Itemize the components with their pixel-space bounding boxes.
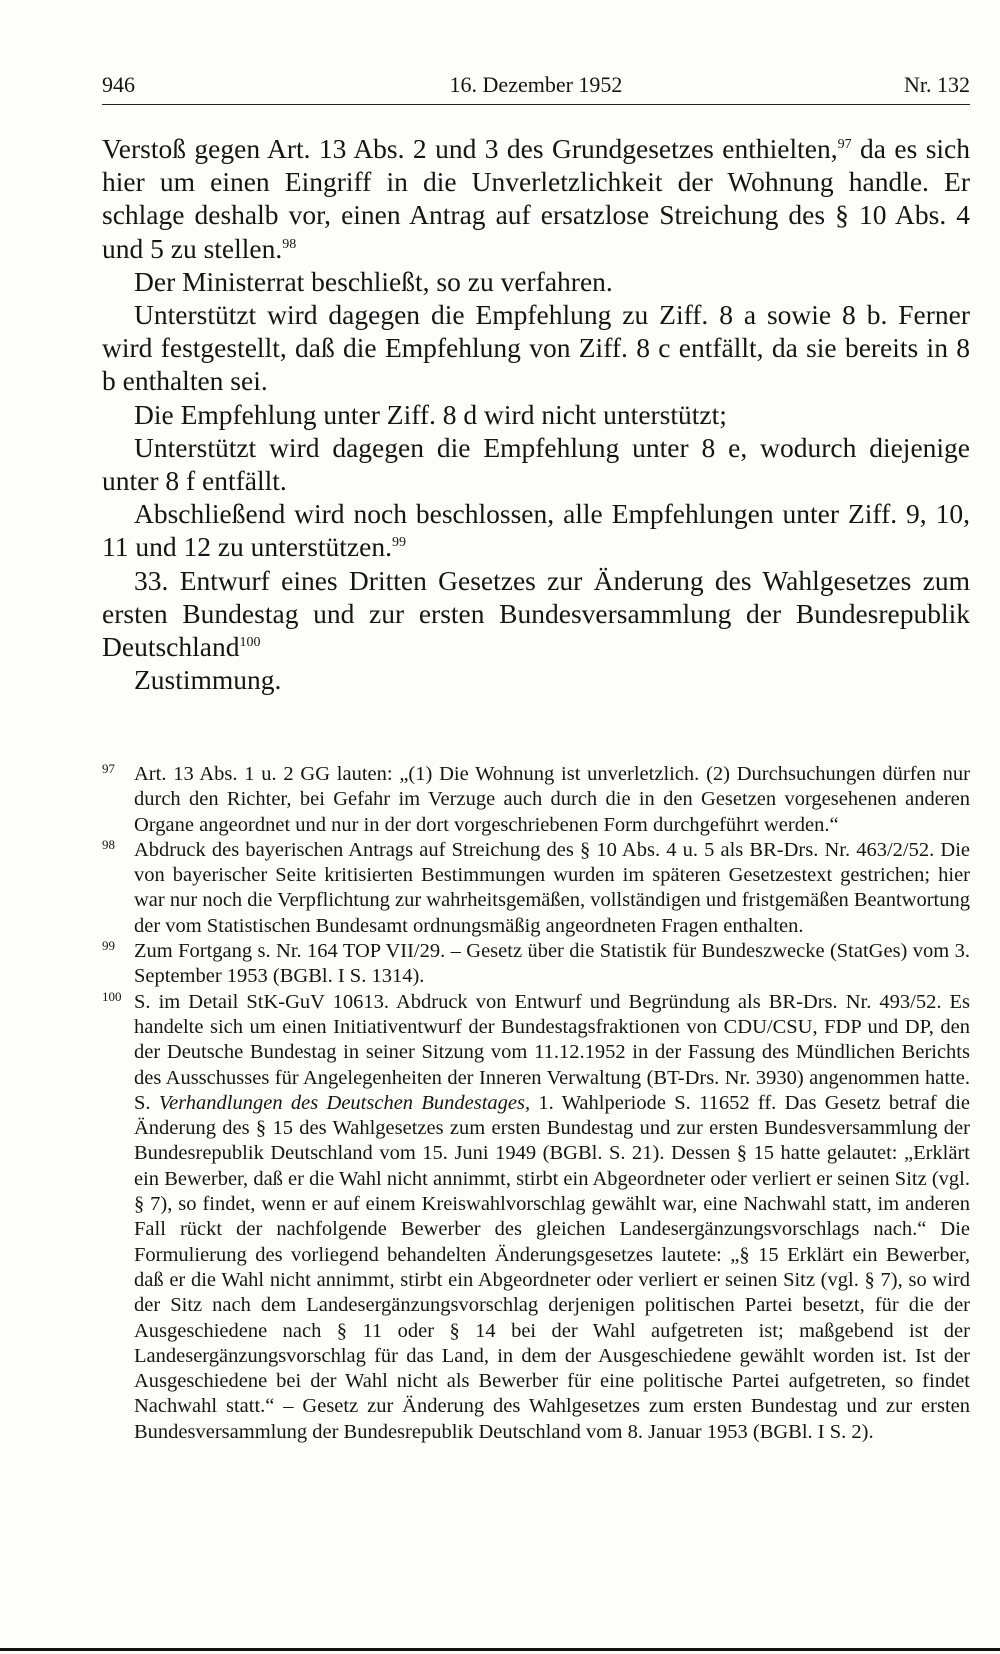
paragraph-2: Der Ministerrat beschließt, so zu verfahren.: [134, 265, 613, 297]
page-bottom-edge: [0, 1648, 1000, 1651]
paragraph-decision: Zustimmung.: [134, 664, 282, 696]
footnote-ref-100[interactable]: 100: [239, 634, 261, 650]
header-rule: [102, 104, 970, 105]
agenda-item-33: 33. Entwurf eines Dritten Gesetzes zur Änderung des Wahlgesetzes zum ersten Bundestag und zur ersten Bundesversammlung der Bundesrepublik Deutschland$^{100}$: [102, 564, 970, 663]
footnote-ref-99[interactable]: 99: [391, 535, 406, 551]
header-date: 16. Dezember 1952: [449, 72, 623, 97]
footnote-number: 98: [102, 836, 115, 852]
italic-title: Verhandlungen des Deutschen Bundestages,: [158, 1091, 531, 1114]
footnote-99: 99 Zum Fortgang s. Nr. 164 TOP VII/29. – Gesetz über die Statistik für Bundeszwecke (StatGes) vom 3. September 1953 (BGBl. I S. 1314).: [102, 938, 970, 988]
page-number: 946: [102, 72, 135, 97]
footnote-ref-98[interactable]: 98: [282, 236, 297, 252]
footnote-98: 98 Abdruck des bayerischen Antrags auf Streichung des § 10 Abs. 4 u. 5 als BR-Drs. Nr. 463/2/52. Die von bayerischer Seite kritisierten Bestimmungen wurden im späteren Gesetzestext gestrichen; hier war nur noch die Verpflichtung zur wahrheitsgemäßen, vollständigen und fristgemäßen Beantwortung der vom Statistischen Bundesamt ordnungsmäßig angeordneten Fragen enthalten.: [102, 836, 970, 937]
paragraph-4: Die Empfehlung unter Ziff. 8 d wird nicht unterstützt;: [134, 398, 727, 430]
paragraph-6: Abschließend wird noch beschlossen, alle Empfehlungen unter Ziff. 9, 10, 11 und 12 zu unterstützen.$^{99}$: [102, 498, 970, 563]
running-header: [102, 70, 970, 104]
paragraph-3: Unterstützt wird dagegen die Empfehlung zu Ziff. 8 a sowie 8 b. Ferner wird festgestellt, daß die Empfehlung von Ziff. 8 c entfällt, da sie bereits in 8 b enthalten sei.: [102, 299, 970, 397]
main-text: [102, 132, 970, 696]
paragraph-5: Unterstützt wird dagegen die Empfehlung unter 8 e, wodurch diejenige unter 8 f entfällt.: [102, 431, 970, 497]
footnote-97: 97 Art. 13 Abs. 1 u. 2 GG lauten: „(1) Die Wohnung ist unverletzlich. (2) Durchsuchungen dürfen nur durch den Richter, bei Gefahr im Verzuge auch durch die in den Gesetzen vorgesehenen anderen Organe angeordnet und nur in der dort vorgeschriebenen Form durchgeführt werden.“: [102, 761, 970, 836]
issue-number: Nr. 132: [904, 72, 970, 97]
footnotes: [102, 762, 970, 1445]
footnote-number: 100: [102, 988, 122, 1004]
footnote-100: 100 S. im Detail StK-GuV 10613. Abdruck von Entwurf und Begründung als BR-Drs. Nr. 493/52. Es handelte sich um einen Initiativentwurf der Bundestagsfraktionen von CDU/CSU, FDP und DP, den der Deutsche Bundestag in seiner Sitzung vom 11.12.1952 in der Fassung des Mündlichen Berichts des Ausschusses für Angelegenheiten der Inneren Verwaltung (BT-Drs. Nr. 3930) angenommen hatte. S. Verhandlungen des Deutschen Bundestages, 1. Wahlperiode S. 11652 ff. Das Gesetz betraf die Änderung des § 15 des Wahlgesetzes zum ersten Bundestag und zur ersten Bundesversammlung der Bundesrepublik Deutschland vom 15. Juni 1949 (BGBl. S. 21). Dessen § 15 hatte gelautet: „Erklärt ein Bewerber, daß er die Wahl nicht annimmt, stirbt ein Abgeordneter oder verliert er seinen Sitz (vgl. § 7), so findet, wenn er auf einem Kreiswahlvorschlag gewählt war, eine Nachwahl statt, im anderen Fall rückt der nachfolgende Bewerber des gleichen Landesergänzungsvorschlags nach.“ Die Formulierung des vorliegend behandelten Änderungsgesetzes lautete: „§ 15 Erklärt ein Bewerber, daß er die Wahl nicht annimmt, stirbt ein Abgeordneter oder verliert er seinen Sitz (vgl. § 7), so wird der Sitz nach dem Landesergänzungsvorschlag derjenigen politischen Partei besetzt, für die der Ausgeschiedene nach § 11 oder § 14 bei der Wahl aufgetreten ist; maßgebend ist der Landesergänzungsvorschlag für das Land, in dem der Ausgeschiedene gewählt worden ist. Ist der Ausgeschiedene bei der Wahl nicht als Bewerber für eine politische Partei aufgetreten, so findet Nachwahl statt.“ – Gesetz zur Änderung des Wahlgesetzes zum ersten Bundestag und zur ersten Bundesversammlung der Bundesrepublik Deutschland vom 8. Januar 1953 (BGBl. I S. 2).: [102, 988, 970, 1443]
footnote-number: 99: [102, 938, 115, 954]
paragraph-1: Verstoß gegen Art. 13 Abs. 2 und 3 des Grundgesetzes enthielten,$^{97}$ da es sich hier um einen Eingriff in die Unverletzlichkeit der Wohnung handle. Er schlage deshalb vor, einen Antrag auf ersatzlose Streichung des § 10 Abs. 4 und 5 zu stellen.$^{98}$: [102, 133, 970, 264]
footnote-ref-97[interactable]: 97: [837, 136, 852, 152]
footnote-number: 97: [102, 761, 115, 776]
